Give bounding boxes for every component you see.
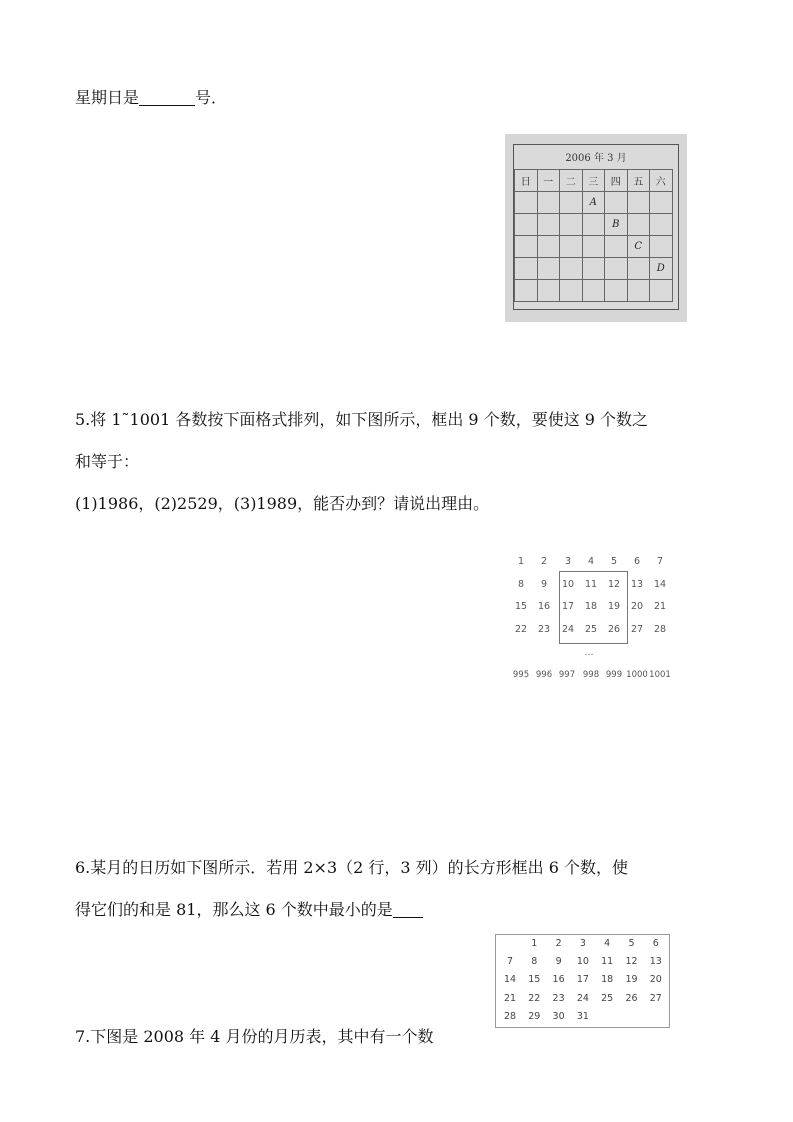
question-4-text-after: 号． <box>195 88 228 107</box>
calendar-row <box>515 280 673 302</box>
question-5-line-1: 5.将 1˜1001 各数按下面格式排列，如下图所示，框出 9 个数，要使这 9 个数之 <box>75 410 649 429</box>
calendar-day: 3 <box>579 938 586 949</box>
weekday-header: 六 <box>650 170 673 192</box>
grid-number: 14 <box>653 579 667 590</box>
grid-number: 15 <box>514 601 528 612</box>
grid-number: 1001 <box>649 670 671 680</box>
question-7-line-1: 7.下图是 2008 年 4 月份的月历表，其中有一个数 <box>75 1027 434 1046</box>
weekday-header: 五 <box>627 170 650 192</box>
calendar-row <box>515 258 673 280</box>
cell-letter-a: A <box>582 192 605 214</box>
grid-number: 7 <box>656 556 664 567</box>
cell-letter-c: C <box>627 236 650 258</box>
month-calendar-figure <box>495 934 670 1028</box>
calendar-day: 24 <box>576 992 589 1004</box>
calendar-header-row <box>515 170 673 192</box>
calendar-day: 14 <box>503 974 517 986</box>
grid-number: 17 <box>561 601 575 612</box>
calendar-day: 15 <box>528 974 541 986</box>
question-5-line-3: (1)1986，(2)2529，(3)1989，能否办到？请说出理由。 <box>75 494 490 513</box>
question-6-line-2 <box>75 898 423 922</box>
calendar-day: 16 <box>552 974 565 986</box>
question-5-line-2: 和等于： <box>75 452 140 471</box>
calendar-day: 28 <box>503 1010 517 1022</box>
calendar-day: 27 <box>649 992 662 1004</box>
calendar-day: 18 <box>601 974 614 986</box>
calendar-day: 4 <box>604 938 611 949</box>
weekday-header: 二 <box>560 170 583 192</box>
grid-number: 1 <box>517 556 525 567</box>
grid-number: 6 <box>633 556 641 567</box>
calendar-day: 7 <box>506 956 514 968</box>
question-6-line-1: 6.某月的日历如下图所示．若用 2×3（2 行，3 列）的长方形框出 6 个数，使 <box>75 858 629 877</box>
grid-number: 20 <box>630 601 644 612</box>
grid-number: 5 <box>610 556 618 567</box>
calendar-day: 20 <box>649 974 662 986</box>
calendar-day: 2 <box>555 938 562 949</box>
number-arrangement-figure <box>510 552 680 684</box>
calendar-day: 9 <box>555 956 562 968</box>
calendar-day: 5 <box>628 938 635 949</box>
grid-number: 997 <box>558 670 576 680</box>
grid-number: 4 <box>587 556 595 567</box>
calendar-title: 2006 年 3 月 <box>565 153 627 164</box>
calendar-row <box>515 192 673 214</box>
grid-number: 22 <box>514 624 528 635</box>
weekday-header: 四 <box>605 170 628 192</box>
grid-number: 999 <box>605 670 623 680</box>
answer-blank[interactable] <box>393 899 423 918</box>
calendar-day: 10 <box>576 956 589 968</box>
calendar-figure-2006-march <box>505 134 687 322</box>
calendar-day: 22 <box>528 992 541 1004</box>
grid-number: 996 <box>535 670 553 680</box>
calendar-row <box>515 214 673 236</box>
grid-number: 11 <box>584 579 598 590</box>
grid-number: 3 <box>564 556 572 567</box>
grid-number: 28 <box>653 624 667 635</box>
calendar-day: 25 <box>601 992 614 1004</box>
question-4-text-before: 星期日是 <box>75 88 140 107</box>
grid-number: 13 <box>630 579 644 590</box>
grid-number: 995 <box>512 670 530 680</box>
calendar-day: 29 <box>528 1010 541 1022</box>
calendar-day: 31 <box>576 1010 589 1022</box>
question-4-tail <box>75 86 227 110</box>
weekday-header: 三 <box>582 170 605 192</box>
question-6-line-2-text: 得它们的和是 81，那么这 6 个数中最小的是 <box>75 900 393 919</box>
grid-number: 27 <box>630 624 644 635</box>
calendar-frame <box>513 144 679 310</box>
grid-number: 25 <box>584 624 598 635</box>
grid-number: 8 <box>517 579 525 590</box>
answer-blank[interactable] <box>139 87 195 106</box>
ellipsis: … <box>584 648 594 658</box>
calendar-grid <box>514 169 673 302</box>
grid-number: 26 <box>607 624 621 635</box>
calendar-day: 17 <box>576 974 589 986</box>
grid-number: 1000 <box>626 670 648 680</box>
grid-number: 18 <box>584 601 598 612</box>
calendar-row <box>515 236 673 258</box>
calendar-day: 12 <box>625 956 638 968</box>
calendar-day: 21 <box>503 992 517 1004</box>
cell-letter-b: B <box>605 214 628 236</box>
calendar-day: 26 <box>625 992 638 1004</box>
grid-number: 12 <box>607 579 621 590</box>
calendar-day: 8 <box>531 956 538 968</box>
grid-number: 24 <box>561 624 575 635</box>
grid-number: 23 <box>537 624 551 635</box>
calendar-day: 19 <box>625 974 638 986</box>
grid-number: 10 <box>561 579 575 590</box>
grid-number: 16 <box>537 601 551 612</box>
calendar-day: 11 <box>601 956 614 968</box>
grid-number: 9 <box>540 579 548 590</box>
calendar-day: 6 <box>652 938 659 949</box>
weekday-header: 一 <box>537 170 560 192</box>
grid-number: 2 <box>540 556 548 567</box>
calendar-day: 13 <box>649 956 662 968</box>
cell-letter-d: D <box>650 258 673 280</box>
grid-number: 998 <box>582 670 600 680</box>
calendar-day: 1 <box>531 938 538 949</box>
calendar-day: 30 <box>552 1010 565 1022</box>
grid-number: 21 <box>653 601 667 612</box>
weekday-header: 日 <box>515 170 538 192</box>
grid-number: 19 <box>607 601 621 612</box>
calendar-day: 23 <box>552 992 565 1004</box>
